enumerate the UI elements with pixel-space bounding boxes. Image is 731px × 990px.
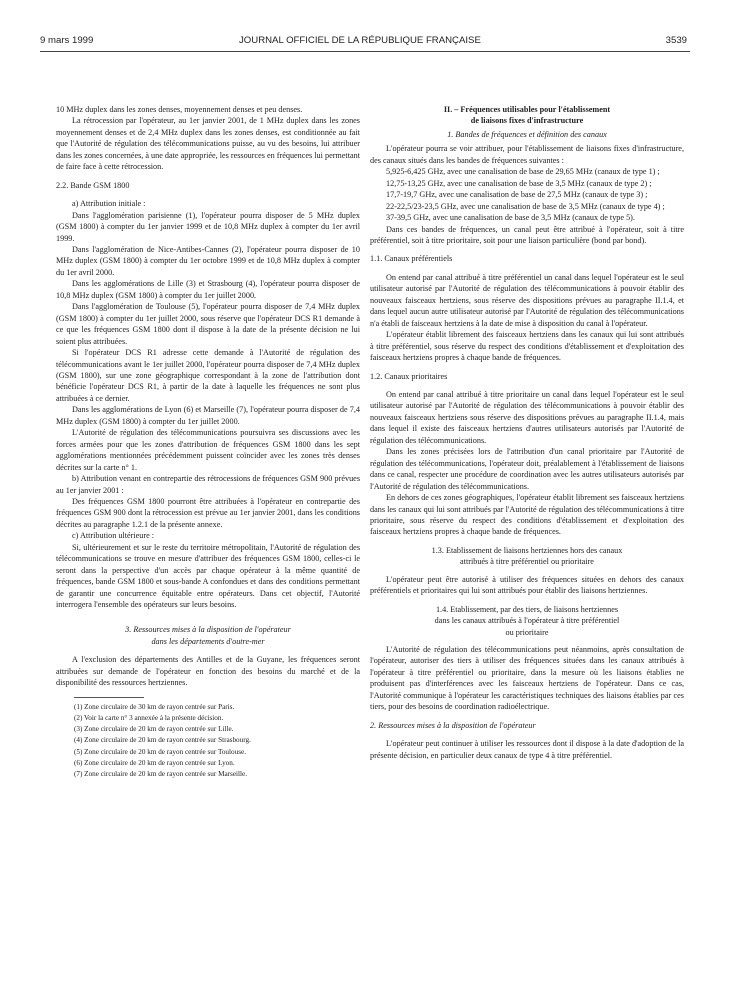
paragraph: L'opérateur peut être autorisé à utiliser des fréquences situées en dehors des canaux préférentiels et prioritaires qui lui sont attribués pour établir des liaisons hertziennes.	[370, 574, 684, 596]
list-item: 22-22,5/23-23,5 GHz, avec une canalisation de base de 3,5 MHz (canaux de type 4) ;	[386, 201, 665, 211]
subheading-b: b) Attribution venant en contrepartie des rétrocessions de fréquences GSM 900 prévues au 1er janvier 2001 :	[56, 474, 360, 495]
paragraph: En dehors de ces zones géographiques, l'opérateur établit librement ses faisceaux hertziens dans les canaux qui lui sont attribués par l'Autorité de régulation des télécommunications à titre prioritaire, sous réserve du respect des conditions d'établissement et d'exploitation des faisceaux hertziens propres à chaque bande de fréquences.	[370, 493, 684, 537]
section-heading-1-4: 1.4. Etablissement, par des tiers, de liaisons hertziennes	[435, 604, 619, 614]
paragraph: Dans les zones précisées lors de l'attribution d'un canal prioritaire par l'Autorité de régulation des télécommunications, l'opérateur doit, préalablement à l'établissement de liaisons dans ce canal, respecter une procédure de coordination avec les autres utilisateurs autorisés par l'Autorité de régulation des télécommunications.	[370, 447, 684, 491]
right-column	[370, 104, 684, 761]
list-item: 12,75-13,25 GHz, avec une canalisation de base de 3,5 MHz (canaux de type 2) ;	[386, 178, 652, 188]
paragraph: On entend par canal attribué à titre prioritaire un canal dans lequel l'opérateur est le seul utilisateur autorisé par l'Autorité de régulation des télécommunications à pouvoir établir des nouveaux faisceaux hertziens sous réserve des dispositions prévues au paragraphe II.1.4, mais dans lequel il existe des faisceaux hertziens d'autres utilisateurs autorisés par l'Autorité de régulation des télécommunications.	[370, 389, 684, 445]
section-heading-II-cont: de liaisons fixes d'infrastructure	[470, 116, 584, 126]
section-heading-1-1: 1.1. Canaux préférentiels	[370, 254, 453, 264]
paragraph: On entend par canal attribué à titre préférentiel un canal dans lequel l'opérateur est le seul utilisateur autorisé par l'Autorité de régulation des télécommunications à pouvoir établir des nouveaux faisceaux hertziens, sous réserve des dispositions prévues au paragraphe II.1.4, et dans lequel aucun autre utilisateur autorisé par l'Autorité de régulation des télécommunications n'a établi de faisceaux hertziens à la date de mise à disposition du canal à l'opérateur.	[370, 272, 684, 328]
paragraph: L'Autorité de régulation des télécommunications peut néanmoins, après consultation de l'opérateur, autoriser des tiers à utiliser des fréquences situées dans les canaux attribués à l'opérateur à titre préférentiel ou prioritaire, dans la mesure où les liaisons établies ne produisent pas d'interférences avec les faisceaux hertziens de l'opérateur. Dans ce cas, l'Autorité communique à l'opérateur les caractéristiques techniques des liaisons établies par ces tiers, pour des besoins de coordination radioélectrique.	[370, 645, 684, 712]
paragraph: Si l'opérateur DCS R1 adresse cette demande à l'Autorité de régulation des télécommunications avant le 1er juillet 2000, l'opérateur pourra disposer de 7,4 MHz duplex (GSM 1800), sur une zone géographique correspondant à la zone de l'attribution dont bénéficie l'opérateur DCS R1, à partir de la date à laquelle les fréquences ne sont plus attribuées à ce dernier.	[56, 348, 360, 403]
paragraph: L'opérateur pourra se voir attribuer, pour l'établissement de liaisons fixes d'infrastructure, des canaux situés dans les bandes de fréquences suivantes :	[370, 144, 684, 165]
paragraph: Dans les agglomérations de Lyon (6) et Marseille (7), l'opérateur pourra disposer de 7,4 MHz duplex (GSM 1800) à compter du 1er juillet 2000.	[56, 405, 360, 426]
paragraph: Dans l'agglomération de Toulouse (5), l'opérateur pourra disposer de 7,4 MHz duplex (GSM 1800) à compter du 1er juillet 2000, sous réserve que l'opérateur DCS R1 demande à ce que les fréquences GSM 1800 dont il dispose à la date de la présente décision ne lui soient plus attribuées.	[56, 302, 360, 346]
paragraph: Si, ultérieurement et sur le reste du territoire métropolitain, l'Autorité de régulation des télécommunications se trouve en mesure d'attribuer des fréquences GSM 1800, celles-ci le seront dans la perspective d'un accès par chaque opérateur à la même quantité de fréquences, bande GSM 1800 et sous-bande A confondues et dans des conditions permettant de garantir une concurrence équitable entre opérateurs. Dans cet objectif, l'Autorité interrogera l'ensemble des opérateurs sur leurs besoins.	[56, 542, 360, 610]
subheading-a: a) Attribution initiale :	[72, 199, 146, 209]
footnote: (5) Zone circulaire de 20 km de rayon centrée sur Toulouse.	[74, 747, 246, 756]
section-heading-3-cont: dans les départements d'outre-mer	[151, 636, 265, 646]
footnote: (2) Voir la carte n° 3 annexée à la présente décision.	[74, 713, 224, 722]
paragraph: Dans l'agglomération de Nice-Antibes-Cannes (2), l'opérateur pourra disposer de 10 MHz duplex (GSM 1800) à compter du 1er octobre 1999 et de 10,8 MHz duplex à compter du 1er avril 2000.	[56, 244, 360, 277]
subheading-c: c) Attribution ultérieure :	[72, 531, 155, 541]
paragraph: Des fréquences GSM 1800 pourront être attribuées à l'opérateur en contrepartie des fréquences GSM 900 dont la rétrocession est prévue au 1er janvier 2001, dans les conditions décrites au paragraphe 1.2.1 de la présente annexe.	[56, 496, 360, 529]
section-heading-3: 3. Ressources mises à la disposition de l'opérateur	[125, 625, 291, 635]
footnote: (6) Zone circulaire de 20 km de rayon centrée sur Lyon.	[74, 758, 235, 767]
paragraph: 10 MHz duplex dans les zones denses, moyennement denses et peu denses.	[56, 105, 303, 114]
paragraph: L'opérateur établit librement des faisceaux hertziens dans les canaux qui lui sont attribués à titre préférentiel, sous réserve du respect des conditions d'établissement et d'exploitation des faisceaux hertziens propres à chaque bande de fréquences.	[370, 330, 684, 363]
header-date: 9 mars 1999	[40, 35, 94, 46]
section-heading-1-4-cont2: ou prioritaire	[505, 627, 549, 637]
list-item: 37-39,5 GHz, avec une canalisation de base de 3,5 MHz (canaux de type 5).	[386, 213, 635, 223]
footnote: (1) Zone circulaire de 30 km de rayon centrée sur Paris.	[74, 702, 235, 711]
footnote: (3) Zone circulaire de 20 km de rayon centrée sur Lille.	[74, 725, 234, 734]
list-item: 5,925-6,425 GHz, avec une canalisation de base de 29,65 MHz (canaux de type 1) ;	[386, 167, 660, 177]
header-rule	[40, 51, 690, 52]
paragraph: Dans ces bandes de fréquences, un canal peut être attribué à l'opérateur, soit à titre préférentiel, soit à titre prioritaire, soit pour une liaison particulière (bond par bond).	[370, 224, 684, 245]
header-journal-title: JOURNAL OFFICIEL DE LA RÉPUBLIQUE FRANÇAISE	[239, 35, 481, 46]
section-heading-1-2: 1.2. Canaux prioritaires	[370, 371, 448, 381]
list-item: 17,7-19,7 GHz, avec une canalisation de base de 27,5 MHz (canaux de type 3) ;	[386, 190, 648, 200]
section-heading-II: II. – Fréquences utilisables pour l'établissement	[443, 105, 611, 114]
section-heading-2: 2. Ressources mises à la disposition de l'opérateur	[370, 720, 536, 730]
section-heading-1-4-cont: dans les canaux attribués à l'opérateur à titre préférentiel	[434, 616, 620, 626]
section-heading-2-2: 2.2. Bande GSM 1800	[56, 180, 130, 190]
paragraph: La rétrocession par l'opérateur, au 1er janvier 2001, de 1 MHz duplex dans les zones moyennement denses et de 2,4 MHz duplex dans les zones denses, est conditionnée au fait que l'Autorité de régulation des télécommunications puisse, au vu des besoins, lui attribuer dans les zones concernées, à une date appropriée, les ressources en fréquences lui permettant de faire face à cette rétrocession.	[56, 116, 360, 172]
paragraph: Dans l'agglomération parisienne (1), l'opérateur pourra disposer de 5 MHz duplex (GSM 1800) à compter du 1er janvier 1999 et de 10,8 MHz duplex à compter du 1er avril 1999.	[56, 210, 360, 243]
header-page-number: 3539	[665, 35, 687, 46]
footnote: (4) Zone circulaire de 20 km de rayon centrée sur Strasbourg.	[74, 736, 251, 745]
page-header	[40, 35, 687, 49]
paragraph: A l'exclusion des départements des Antilles et de la Guyane, les fréquences seront attribuées sur demande de l'opérateur en fonction des besoins du marché et de la disponibilité des ressources hertziennes.	[56, 655, 360, 688]
footnote-rule	[74, 697, 144, 698]
section-heading-1-3-cont: attribués à titre préférentiel ou prioritaire	[460, 557, 594, 567]
section-heading-1-3: 1.3. Etablissement de liaisons hertziennes hors des canaux	[431, 545, 623, 555]
section-heading-1: 1. Bandes de fréquences et définition des canaux	[447, 129, 607, 139]
footnote: (7) Zone circulaire de 20 km de rayon centrée sur Marseille.	[74, 769, 248, 778]
paragraph: Dans les agglomérations de Lille (3) et Strasbourg (4), l'opérateur pourra disposer de 10,8 MHz duplex (GSM 1800) à compter du 1er juillet 2000.	[56, 279, 360, 300]
paragraph: L'Autorité de régulation des télécommunications poursuivra ses discussions avec les forces armées pour que les zones d'attribution de fréquences GSM 1800 dans les sept agglomérations mentionnées précédemment puissent coïncider avec les zones très denses décrites sur la carte n° 1.	[56, 428, 360, 472]
left-column	[56, 104, 360, 780]
paragraph: L'opérateur peut continuer à utiliser les ressources dont il dispose à la date d'adoption de la présente décision, en particulier deux canaux de type 4 à titre préférentiel.	[370, 739, 684, 760]
